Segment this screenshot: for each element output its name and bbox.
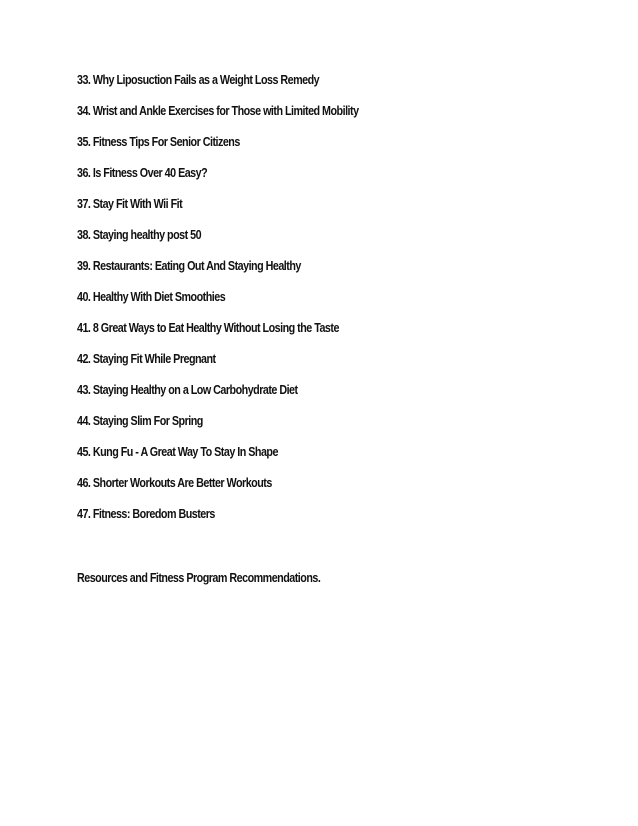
toc-item: 37. Stay Fit With Wii Fit [77,197,183,211]
toc-item: 46. Shorter Workouts Are Better Workouts [77,476,272,490]
toc-item: 38. Staying healthy post 50 [77,228,202,242]
toc-item: 43. Staying Healthy on a Low Carbohydrate Diet [77,383,298,397]
toc-item: 34. Wrist and Ankle Exercises for Those with Limited Mobility [77,104,359,118]
table-of-contents [77,70,597,535]
toc-item: 40. Healthy With Diet Smoothies [77,290,226,304]
toc-item: 36. Is Fitness Over 40 Easy? [77,166,208,180]
toc-item: 44. Staying Slim For Spring [77,414,203,428]
toc-item: 39. Restaurants: Eating Out And Staying Healthy [77,259,301,273]
toc-item: 33. Why Liposuction Fails as a Weight Loss Remedy [77,73,320,87]
resources-heading: Resources and Fitness Program Recommendations. [77,571,321,585]
toc-item: 41. 8 Great Ways to Eat Healthy Without Losing the Taste [77,321,339,335]
toc-item: 42. Staying Fit While Pregnant [77,352,216,366]
toc-item: 45. Kung Fu - A Great Way To Stay In Shape [77,445,278,459]
toc-item: 47. Fitness: Boredom Busters [77,507,215,521]
toc-item: 35. Fitness Tips For Senior Citizens [77,135,240,149]
